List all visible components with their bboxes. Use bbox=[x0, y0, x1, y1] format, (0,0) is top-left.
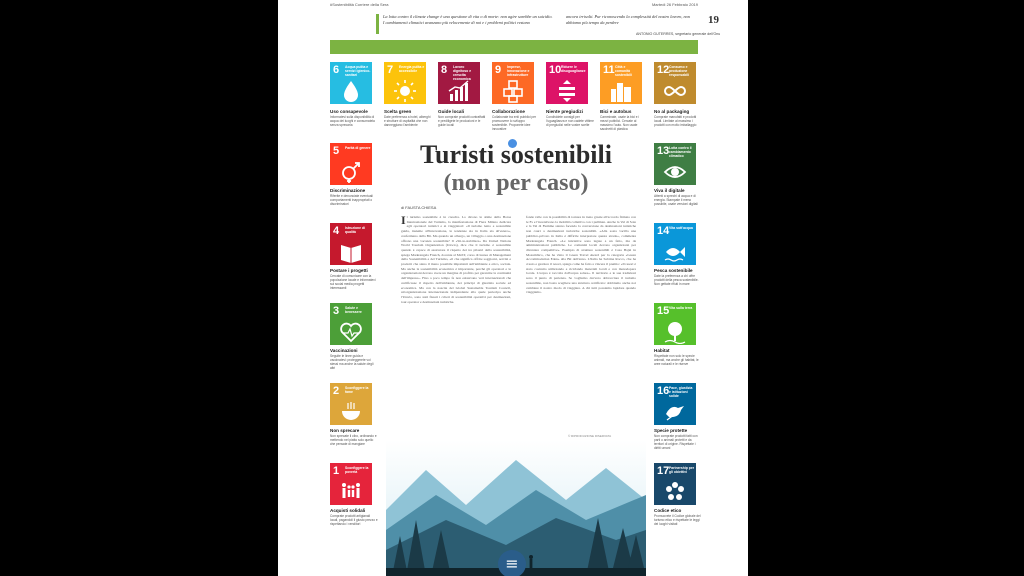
sdg-tile-10 bbox=[546, 62, 588, 104]
caption-title: Non sprecare bbox=[330, 428, 360, 433]
sdg-tile-13 bbox=[654, 143, 696, 185]
quote-text-right: ancora irrisolti. Pur riconoscendo la complessità del nostro lavoro, non abbiamo più tempo da perdere bbox=[566, 14, 690, 25]
page-number: 19 bbox=[708, 14, 719, 26]
sdg-tile-5 bbox=[330, 143, 372, 185]
sdg-caption-2 bbox=[330, 428, 378, 446]
sdg-tile-3 bbox=[330, 303, 372, 345]
sdg-number: 10 bbox=[549, 64, 562, 76]
sdg-label: Parità di genere bbox=[345, 146, 371, 150]
sdg-label: Salute e benessere bbox=[345, 306, 362, 314]
caption-title: Niente pregiudizi bbox=[546, 109, 584, 114]
sdg-label: Ridurre le disuguaglianze bbox=[561, 65, 586, 73]
caption-text: Camminate, usate la bici e i mezzi pubblici. Cercate al massimo l'auto. Non usate sacchetti di plastica bbox=[600, 114, 640, 132]
sdg-label: Acqua pulita e servizi igienico-sanitari bbox=[345, 65, 371, 77]
sdg-number: 9 bbox=[495, 64, 502, 76]
dove-icon bbox=[663, 400, 687, 424]
sdg-caption-12 bbox=[654, 109, 702, 127]
sdg-caption-5 bbox=[330, 188, 378, 206]
article-column-2: fonde valle con la possibilità di tornare in treno grazie all'accordo firmato con le Fs e l'incentivano la mobilità collettiva con i pullman. Anche la Val di Sole e la Val di Fiemme stanno facendo la conversione da destinazioni turistiche non cauri a destinazioni turistiche sostenibili. «Alla sosta vacilla una pubblico-privato in Italia è difficile interpretare questa strada», commenta Markrangela Franch. «Le iniziative sono legate a un fatto, ma da amministrazioni pubbliche. Le comunità locali devono organizzarsi per diventare competitive». Esempio di strutture sostenibili è Casa Bajtè in Mozambico, che ha vinto il Green Travel Award per la categoria «Green Accommodation Eden» alla Bit dell'anno. L'Italia ha Sabrina Rocco, che ha creato e gestisce il resort, spiega come ha fatto a vincere il premio: «Il resort è stato costruito utilizzando e riciclando materiali locali e con manodopera locale. L'acqua è raccolta dall'acqua solare». Il territorio e le sue tradizioni sono il punto di partenza. Se vogliamo davvero abbracciare il turismo sostenibile, non basta scegliere una struttura certificata: dobbiamo anche noi cambiare il nostro modo di viaggiare. A chi tutti possiamo lapidare quando viaggiamo. bbox=[526, 215, 636, 295]
sdg-tile-12 bbox=[654, 62, 696, 104]
caption-text: Non comprate prodotti fatti con parti o animali protetti e da territori di origine. Rispettate i diritti umani bbox=[654, 433, 698, 451]
sdg-tile-14 bbox=[654, 223, 696, 265]
sdg-caption-16 bbox=[654, 428, 702, 450]
caption-text: Cercate di comunicare con la popolazione locale e informatevi sui social media progetti interessanti bbox=[330, 273, 376, 291]
sdg-label: Energia pulita e accessibile bbox=[399, 65, 425, 73]
sdg-label: Vita sulla terra bbox=[669, 306, 693, 310]
sdg-tile-9 bbox=[492, 62, 534, 104]
caption-title: Discriminazione bbox=[330, 188, 366, 193]
menu-button[interactable]: ≡ bbox=[498, 550, 526, 576]
quote-text-left: La lotta contro il climate change è una questione di vita o di morte: non agire sarebbe un suicidio. I cambiamenti climatici avanzano più velocemente di noi e i problemi politici restano bbox=[383, 14, 553, 25]
family-icon bbox=[339, 480, 363, 504]
caption-text: Non sprecate il cibo, ordinando e mettendo nel piatto solo quello che pensate di mangiare bbox=[330, 433, 377, 446]
sdg-caption-11 bbox=[600, 109, 648, 131]
eye-globe-icon bbox=[663, 160, 687, 184]
caption-title: Collaborazione bbox=[492, 109, 525, 114]
caption-text: Condividete consigli per l'uguaglianza e non cadete vittime di pregiudizi nelle vostre scelte bbox=[546, 114, 594, 127]
sdg-number: 16 bbox=[657, 385, 670, 397]
sun-icon bbox=[393, 79, 417, 103]
caption-text: Riferite e denunciate eventuali comportamenti inappropriati o discriminatori bbox=[330, 193, 373, 206]
sdg-tile-6 bbox=[330, 62, 372, 104]
caption-title: Bici e autobus bbox=[600, 109, 632, 114]
sdg-tile-11 bbox=[600, 62, 642, 104]
article-title: Turisti sostenibili bbox=[420, 140, 612, 169]
sdg-caption-4 bbox=[330, 268, 378, 290]
quote-marker bbox=[376, 14, 379, 34]
infinity-icon bbox=[663, 79, 687, 103]
sdg-caption-17 bbox=[654, 508, 702, 526]
sdg-tile-17 bbox=[654, 463, 696, 505]
sdg-number: 3 bbox=[333, 305, 340, 317]
sdg-tile-1 bbox=[330, 463, 372, 505]
sdg-caption-1 bbox=[330, 508, 378, 526]
sdg-number: 14 bbox=[657, 225, 670, 237]
sdg-number: 11 bbox=[603, 64, 615, 76]
caption-text: Date la preferenza a chi offre prodotti della pesca sostenibile. Non gettate rifiuti in mare bbox=[654, 273, 699, 286]
article-byline: di FAUSTA CHIESA bbox=[401, 205, 437, 210]
sdg-number: 5 bbox=[333, 145, 340, 157]
caption-text: Promuovete il Codice globale del turismo etico e rispettate le leggi dei luoghi visitati bbox=[654, 513, 701, 526]
caption-title: Guide locali bbox=[438, 109, 465, 114]
sdg-tile-2 bbox=[330, 383, 372, 425]
growth-chart-icon bbox=[447, 79, 471, 103]
next-page-arrow[interactable]: › bbox=[728, 261, 740, 294]
caption-text: Non comprate prodotti contraffatti e prediligete le produzioni e le guide locali bbox=[438, 114, 486, 127]
article-column-1-text: l turismo sostenibile è in crescita. Lo dicono le stime della Borsa Internazionale del Turismo, la manifestazione di Fiera Milano dedicata agli operatori turistici e ai viaggiatori: «Il turismo lento e sostenibile guida, insieme all'innovazione, le tendenze sia in Italia sia all'estero», confermano dalla Bit. Ma quando un albergo, un villaggio o una destinazione offrono una vacanza sostenibile? Il «Sii-le-stabilisce» Da United Nations World Tourism Organization (Unwto), dice che il turismo è sostenibile quando è capace di assicurare il rispetto dei tre pilastri della sostenibilità, spiega Markrangela Franch, docente al MaST, corso di laurea di Management della Sostenibilità e del Turismo, «il che significa offrire soggiorni, servizi e prodotti che siano il meno possibile impattanti sull'ambiente e etico, sociale. Ma anche la sostenibilità economica è importante, perché gli operatori e le organizzazioni devono avere un margine di profitto per garantire la continuità dell'impresa». Fino a poco tempo fa non esistevano veri internazionali che certificasse il rispetto dell'ambiente, dei principi di giustizia sociale ed economica. Ma con la nascita del Global Sustainable Tourism Council, un'organizzazione internazionale indipendente alla quale partecipa anche l'Unwto, sono stati fissati i criteri di sostenibilità operativi per destinazioni, tour operator e destinazioni turistiche. bbox=[401, 215, 511, 304]
fish-icon bbox=[663, 240, 687, 264]
sdg-label: Sconfiggere la povertà bbox=[345, 466, 369, 474]
caption-title: No al packaging bbox=[654, 109, 690, 114]
sdg-number: 2 bbox=[333, 385, 340, 397]
sdg-label: Sconfiggere la fame bbox=[345, 386, 369, 394]
caption-title: Vaccinazioni bbox=[330, 348, 358, 353]
sdg-number: 4 bbox=[333, 225, 340, 237]
sdg-number: 17 bbox=[657, 465, 670, 477]
sdg-label: Città e comunità sostenibili bbox=[615, 65, 632, 77]
sdg-tile-4 bbox=[330, 223, 372, 265]
sdg-number: 7 bbox=[387, 64, 394, 76]
sdg-caption-13 bbox=[654, 188, 702, 206]
caption-text: Comprate prodotti artigianali locali, pagandoli il giusto prezzo e rispettando i venditori bbox=[330, 513, 378, 526]
page-header bbox=[330, 2, 698, 10]
city-icon bbox=[609, 79, 633, 103]
book-icon bbox=[339, 240, 363, 264]
caption-text: Collaborate tra enti pubblici per promuovere lo sviluppo sostenibile. Proponete idee innovative bbox=[492, 114, 537, 132]
header-section: #Sostenibilità Corriere della Sera bbox=[330, 2, 389, 7]
gender-icon bbox=[339, 160, 363, 184]
caption-title: Uso consapevole bbox=[330, 109, 368, 114]
sdg-caption-8 bbox=[438, 109, 486, 127]
copyright-credit: © RIPRODUZIONE RISERVATA bbox=[568, 434, 612, 438]
tree-icon bbox=[663, 320, 687, 344]
sdg-number: 1 bbox=[333, 465, 340, 477]
sdg-label: Istruzione di qualità bbox=[345, 226, 365, 234]
flower-icon bbox=[663, 480, 687, 504]
sdg-label: Partnership per gli obiettivi bbox=[669, 466, 695, 474]
sdg-caption-15 bbox=[654, 348, 702, 366]
caption-text: Date preferenza a hotel, alberghi e strutture di ospitalità che non danneggiano l'ambiente bbox=[384, 114, 431, 127]
sdg-label: Lavoro dignitoso e crescita economica bbox=[453, 65, 472, 81]
drop-cap: I bbox=[401, 215, 406, 227]
sdg-caption-6 bbox=[330, 109, 378, 127]
section-banner bbox=[330, 40, 698, 54]
heartbeat-icon bbox=[339, 320, 363, 344]
caption-text: Informatevi sulla disponibilità di acqua dei luoghi e consumatela senza sprecarla bbox=[330, 114, 375, 127]
sdg-number: 6 bbox=[333, 64, 340, 76]
sdg-number: 13 bbox=[657, 145, 670, 157]
sdg-caption-3 bbox=[330, 348, 378, 370]
sdg-caption-10 bbox=[546, 109, 594, 127]
newspaper-page bbox=[278, 0, 748, 576]
sdg-number: 15 bbox=[657, 305, 670, 317]
sdg-number: 8 bbox=[441, 64, 448, 76]
caption-title: Postare i progetti bbox=[330, 268, 368, 273]
sdg-tile-7 bbox=[384, 62, 426, 104]
water-icon bbox=[339, 79, 363, 103]
header-date: Martedì 26 Febbraio 2019 bbox=[651, 2, 698, 7]
caption-title: Codice etico bbox=[654, 508, 682, 513]
caption-text: Attenti a sprechi di acqua e di energia. Stampate il meno possibile, usate versioni digitali bbox=[654, 193, 698, 206]
caption-title: Specie protette bbox=[654, 428, 688, 433]
sdg-tile-15 bbox=[654, 303, 696, 345]
article-column-1 bbox=[401, 215, 511, 440]
article-subtitle: (non per caso) bbox=[443, 170, 589, 196]
cubes-icon bbox=[501, 79, 525, 103]
sdg-label: Lotta contro il cambiamento climatico bbox=[669, 146, 692, 158]
caption-title: Habitat bbox=[654, 348, 670, 353]
bowl-icon bbox=[339, 400, 363, 424]
sdg-number: 12 bbox=[657, 64, 670, 76]
caption-title: Pesca sostenibile bbox=[654, 268, 693, 273]
caption-title: Scelta green bbox=[384, 109, 412, 114]
sdg-caption-7 bbox=[384, 109, 432, 127]
quote-author: ANTONIO GUTERRES, segretario generale dell'Onu bbox=[636, 32, 721, 36]
sdg-tile-8 bbox=[438, 62, 480, 104]
caption-text: Seguite le linee guida e vaccinatevi: proteggerete voi stessi ma anche la salute degli altri bbox=[330, 353, 374, 371]
sdg-label: Pace, giustizia e istituzioni solide bbox=[669, 386, 693, 398]
equal-icon bbox=[555, 79, 579, 103]
sdg-label: Imprese, innovazione e infrastrutture bbox=[507, 65, 530, 77]
caption-title: Acquisti solidali bbox=[330, 508, 366, 513]
caption-title: Viva il digitale bbox=[654, 188, 685, 193]
sdg-tile-16 bbox=[654, 383, 696, 425]
caption-text: Comprate manufatti e prodotti locali. Limitate al massimo i prodotti con molto imballaggio bbox=[654, 114, 697, 127]
sdg-caption-9 bbox=[492, 109, 540, 131]
sdg-caption-14 bbox=[654, 268, 702, 286]
caption-text: Rispettate non solo le specie animali, ma anche gli habitat, le aree naturali e le riserve bbox=[654, 353, 699, 366]
sdg-label: Vita sott'acqua bbox=[669, 226, 693, 230]
sdg-label: Consumo e produzione responsabili bbox=[669, 65, 689, 77]
